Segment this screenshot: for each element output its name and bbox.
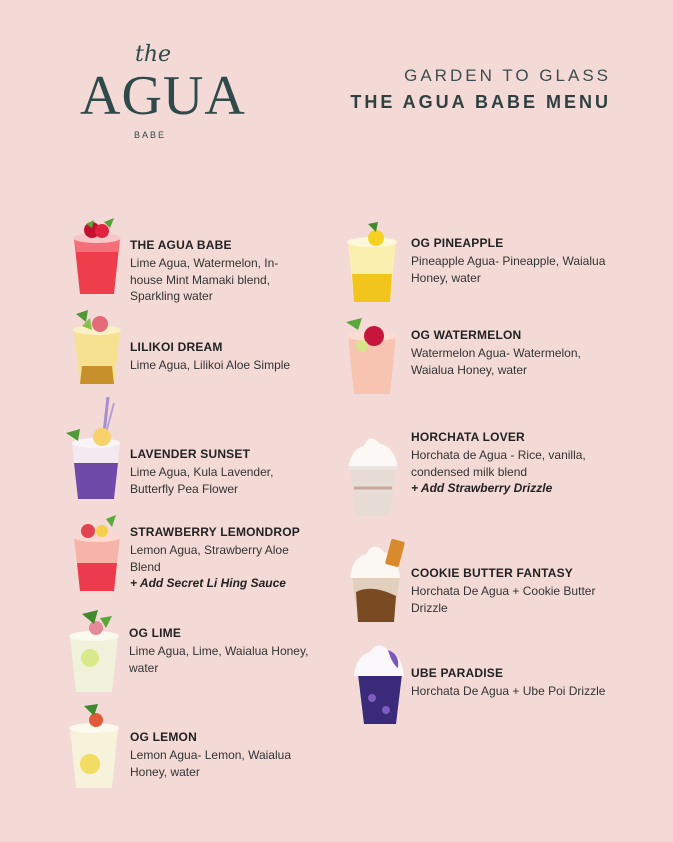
item-name: OG LIME xyxy=(129,626,182,640)
red-drink-cup-icon xyxy=(68,216,126,298)
logo-babe-text: BABE xyxy=(134,130,167,140)
menu-item-og-pineapple xyxy=(342,222,622,304)
item-name: STRAWBERRY LEMONDROP xyxy=(130,525,301,539)
item-name: THE AGUA BABE xyxy=(130,238,232,252)
cookie-butter-drink-cup-icon xyxy=(342,536,412,626)
item-addon: + Add Strawberry Drizzle xyxy=(411,481,553,495)
menu-item-og-watermelon xyxy=(342,316,622,398)
item-desc: Watermelon Agua- Watermelon, Waialua Honey, water xyxy=(411,346,581,377)
menu-header xyxy=(350,66,611,113)
item-addon: + Add Secret Li Hing Sauce xyxy=(130,576,286,590)
menu-item-lavender-sunset xyxy=(62,393,312,503)
brand-logo xyxy=(80,40,246,145)
item-desc: Horchata de Agua - Rice, vanilla, condensed milk blend xyxy=(411,448,586,479)
item-desc: Horchata De Agua + Ube Poi Drizzle xyxy=(411,684,606,698)
logo-the-text: the xyxy=(135,42,172,67)
item-desc: Lime Agua, Lilikoi Aloe Simple xyxy=(130,358,291,372)
item-desc: Lime Agua, Watermelon, In-house Mint Mamaki blend, Sparkling water xyxy=(130,256,279,303)
item-name: UBE PARADISE xyxy=(411,666,504,680)
lemon-drink-cup-icon xyxy=(64,704,124,790)
lime-drink-cup-icon xyxy=(64,610,124,694)
menu-item-strawberry-lemondrop xyxy=(68,515,318,600)
yellow-drink-cup-icon xyxy=(68,306,126,388)
item-desc: Lime Agua, Kula Lavender, Butterfly Pea Flower xyxy=(130,465,274,496)
pineapple-drink-cup-icon xyxy=(342,222,402,304)
item-name: LAVENDER SUNSET xyxy=(130,447,251,461)
ube-drink-cup-icon xyxy=(348,638,410,726)
horchata-drink-cup-icon xyxy=(342,428,404,520)
item-desc: Lemon Agua- Lemon, Waialua Honey, water xyxy=(130,748,291,779)
pink-drink-cup-icon xyxy=(68,515,126,595)
item-name: LILIKOI DREAM xyxy=(130,340,223,354)
item-name: COOKIE BUTTER FANTASY xyxy=(411,566,573,580)
logo-agua-text: AGUA xyxy=(80,65,246,127)
menu-title: THE AGUA BABE MENU xyxy=(350,92,611,112)
item-name: OG LEMON xyxy=(130,730,197,744)
menu-item-og-lime xyxy=(64,610,314,696)
item-name: OG WATERMELON xyxy=(411,328,522,342)
item-desc: Lime Agua, Lime, Waialua Honey, water xyxy=(129,644,309,675)
purple-drink-cup-icon xyxy=(62,393,128,503)
watermelon-drink-cup-icon xyxy=(342,316,402,396)
menu-item-og-lemon xyxy=(64,704,314,792)
menu-item-the-agua-babe xyxy=(68,216,308,301)
menu-subtitle: GARDEN TO GLASS xyxy=(404,66,611,85)
item-name: OG PINEAPPLE xyxy=(411,236,504,250)
item-desc: Lemon Agua, Strawberry Aloe Blend xyxy=(130,543,289,574)
item-desc: Horchata De Agua + Cookie Butter Drizzle xyxy=(411,584,596,615)
menu-item-cookie-butter-fantasy xyxy=(342,536,632,628)
item-desc: Pineapple Agua- Pineapple, Waialua Honey, water xyxy=(411,254,606,285)
menu-item-horchata-lover xyxy=(342,428,632,528)
item-name: HORCHATA LOVER xyxy=(411,430,525,444)
menu-item-lilikoi-dream xyxy=(68,306,308,388)
menu-item-ube-paradise xyxy=(348,638,632,728)
